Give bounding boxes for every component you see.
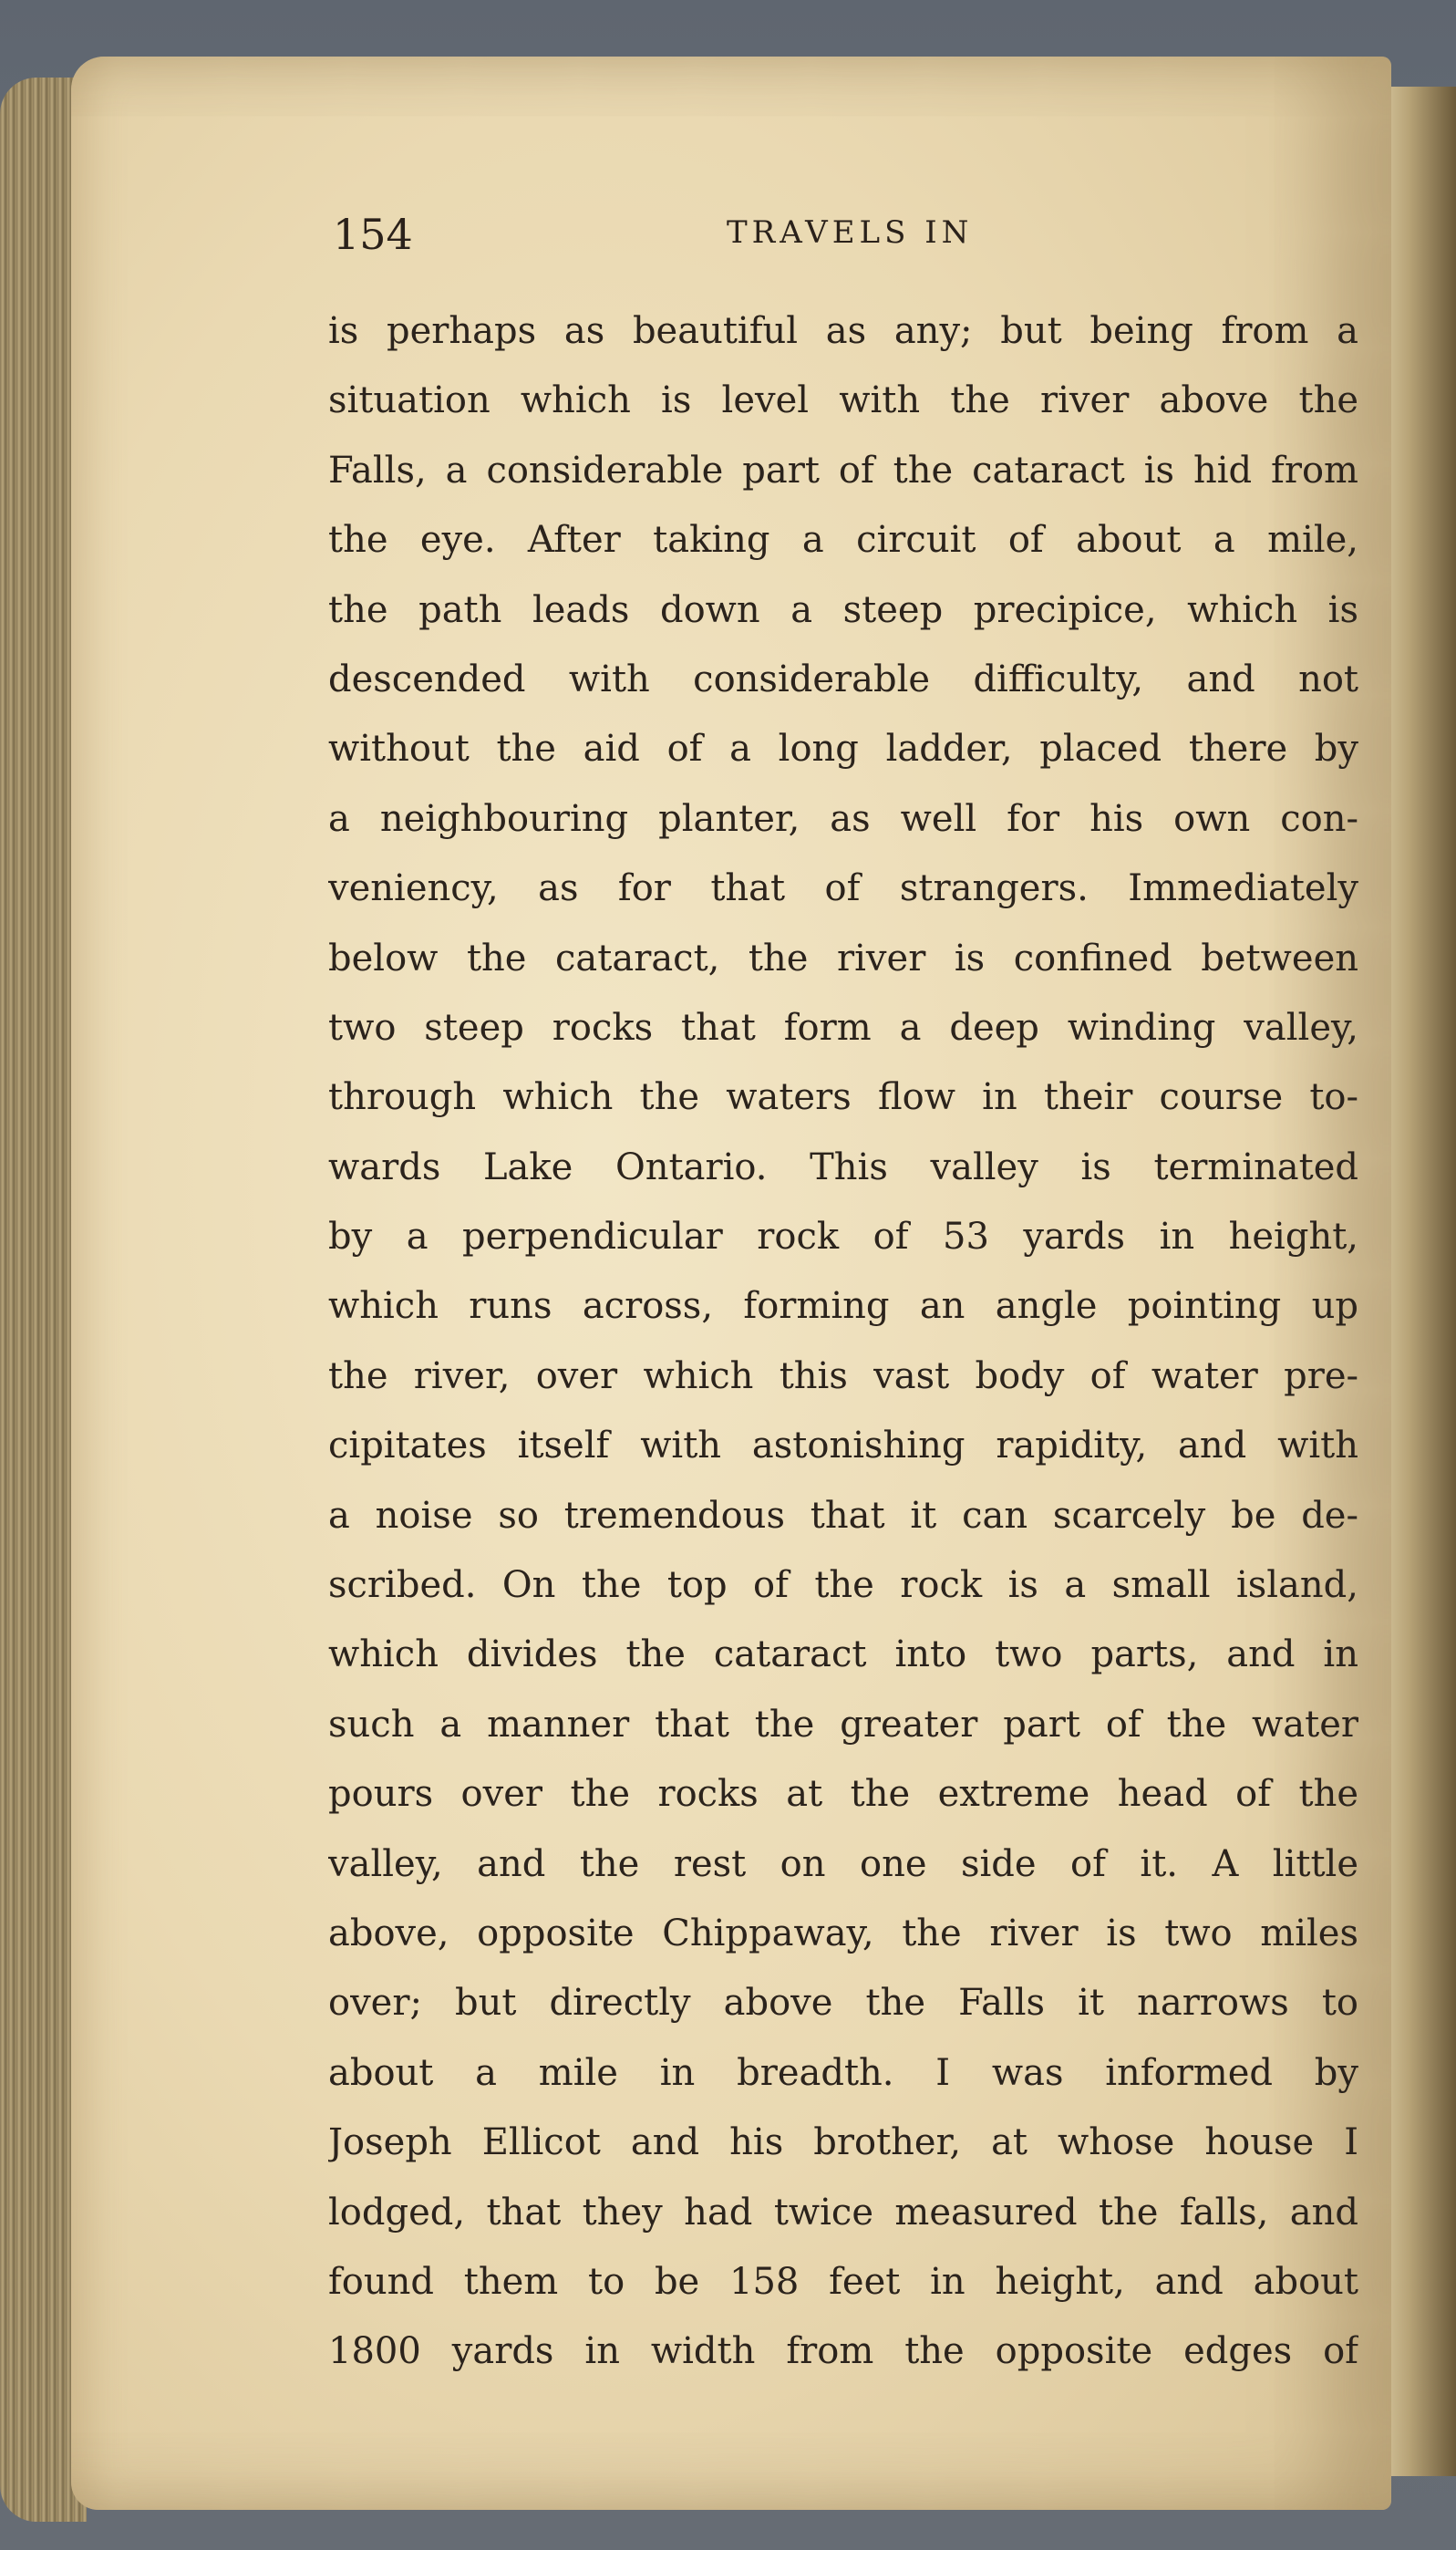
text-line: below the cataract, the river is confined between <box>328 937 1358 980</box>
running-head <box>333 128 1372 259</box>
text-line: through which the waters flow in their course to- <box>328 1076 1358 1119</box>
text-line: descended with considerable difficulty, and not <box>328 658 1358 700</box>
text-line: found them to be 158 feet in height, and about <box>328 2260 1358 2303</box>
text-line: by a perpendicular rock of 53 yards in height, <box>328 1216 1358 1259</box>
text-line: 1800 yards in width from the opposite edges of <box>328 2330 1358 2373</box>
page-number: 154 <box>333 210 413 259</box>
body-text <box>328 296 1358 2387</box>
text-line: without the aid of a long ladder, placed there by <box>328 728 1358 771</box>
text-line: Joseph Ellicot and his brother, at whose house I <box>328 2121 1358 2164</box>
text-line: such a manner that the greater part of the water <box>328 1703 1358 1746</box>
text-line: valley, and the rest on one side of it. A little <box>328 1842 1358 1885</box>
text-line: cipitates itself with astonishing rapidity, and with <box>328 1425 1358 1467</box>
text-line: two steep rocks that form a deep winding valley, <box>328 1006 1358 1049</box>
text-line: veniency, as for that of strangers. Immediately <box>328 867 1358 910</box>
text-line: above, opposite Chippaway, the river is two miles <box>328 1912 1358 1954</box>
text-line: about a mile in breadth. I was informed by <box>328 2051 1358 2094</box>
text-line: a neighbouring planter, as well for his own con- <box>328 797 1358 840</box>
text-line: situation which is level with the river above the <box>328 379 1358 422</box>
text-line: wards Lake Ontario. This valley is terminated <box>328 1145 1358 1188</box>
text-line: scribed. On the top of the rock is a small island, <box>328 1564 1358 1607</box>
running-title: TRAVELS IN <box>727 214 974 251</box>
text-line: the eye. After taking a circuit of about a mile, <box>328 519 1358 562</box>
text-line: the path leads down a steep precipice, which is <box>328 588 1358 631</box>
text-line: which divides the cataract into two parts, and in <box>328 1633 1358 1676</box>
text-line: the river, over which this vast body of water pre- <box>328 1354 1358 1397</box>
text-line: a noise so tremendous that it can scarcely be de- <box>328 1494 1358 1537</box>
text-line: pours over the rocks at the extreme head of the <box>328 1773 1358 1816</box>
text-line: Falls, a considerable part of the cataract is hid from <box>328 449 1358 492</box>
text-line: lodged, that they had twice measured the falls, and <box>328 2191 1358 2234</box>
text-line: is perhaps as beautiful as any; but being from a <box>328 310 1358 352</box>
text-line: which runs across, forming an angle pointing up <box>328 1285 1358 1328</box>
text-line: over; but directly above the Falls it narrows to <box>328 1982 1358 2025</box>
